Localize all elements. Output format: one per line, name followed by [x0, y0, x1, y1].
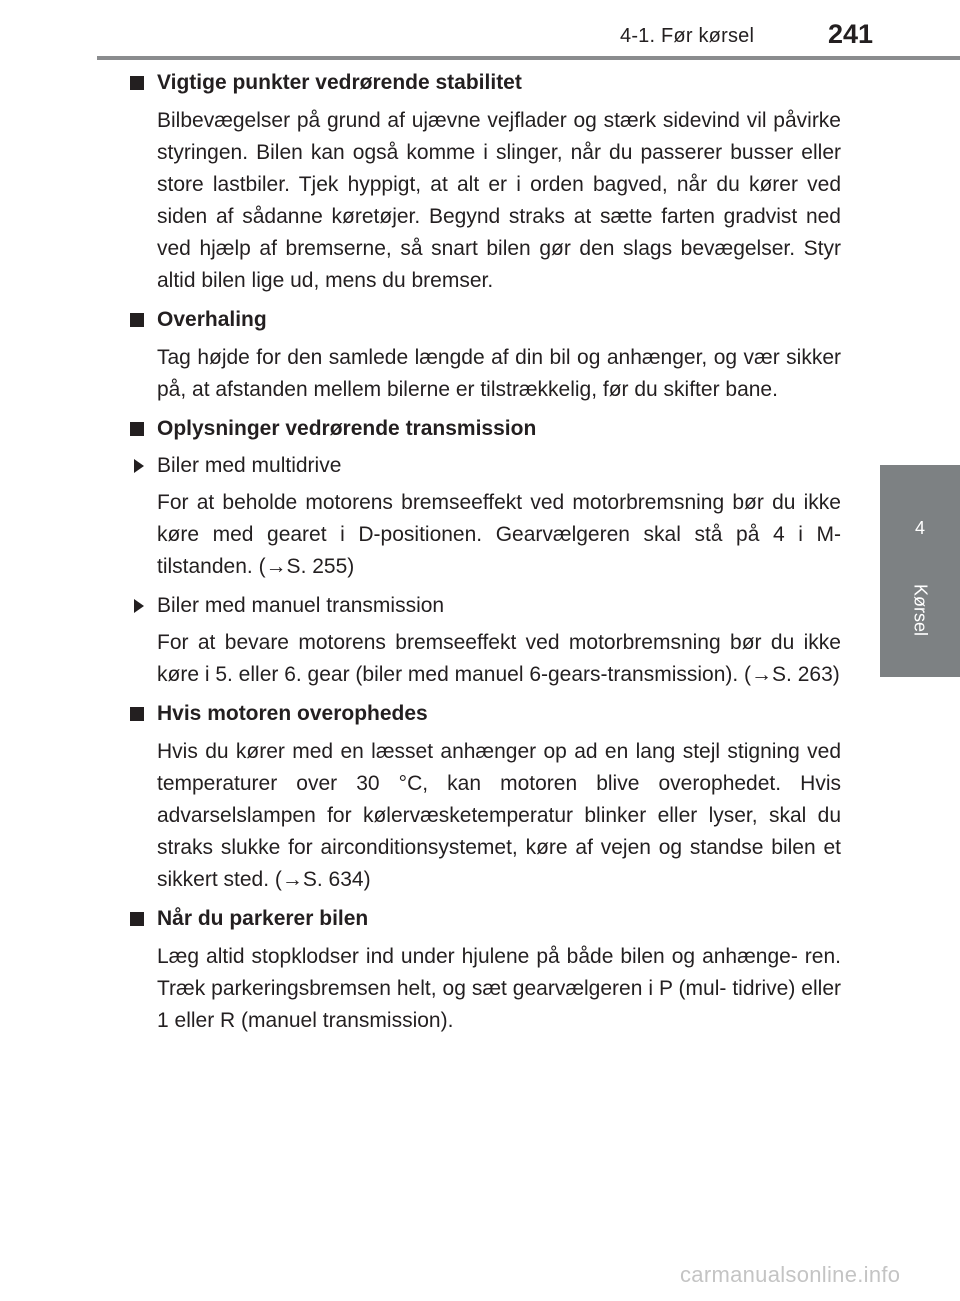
heading-text: Når du parkerer bilen — [157, 907, 369, 930]
manual-paragraph: For at bevare motorens bremseeffekt ved motorbremsning bør du ikke køre i 5. eller 6. gear (biler med manuel 6-gears-transmission). (→S. 263) — [157, 631, 841, 686]
heading-text: Vigtige punkter vedrørende stabilitet — [157, 71, 522, 94]
square-bullet-icon — [130, 422, 144, 436]
subheading-multidrive — [129, 451, 841, 481]
section-heading-overheating — [129, 699, 841, 729]
subheading-manual — [129, 591, 841, 621]
chapter-label: Kørsel — [910, 583, 931, 637]
triangle-bullet-icon — [134, 599, 144, 613]
page-number: 241 — [828, 19, 874, 49]
section-heading-overtaking — [129, 305, 841, 335]
subheading-text: Biler med manuel transmission — [157, 594, 445, 617]
triangle-bullet-icon — [134, 459, 144, 473]
chapter-side-tab — [880, 465, 960, 677]
square-bullet-icon — [130, 313, 144, 327]
subheading-text: Biler med multidrive — [157, 454, 342, 477]
overtaking-paragraph: Tag højde for den samlede længde af din bil og anhænger, og vær sikker på, at afstanden mellem bilerne er tilstrækkelig, før du skifter bane. — [157, 346, 841, 401]
header-section-title: 4-1. Før kørsel — [620, 25, 755, 47]
page-content — [129, 68, 841, 1045]
square-bullet-icon — [130, 912, 144, 926]
square-bullet-icon — [130, 707, 144, 721]
section-heading-transmission — [129, 414, 841, 444]
heading-text: Hvis motoren overophedes — [157, 702, 428, 725]
heading-text: Overhaling — [157, 308, 267, 331]
heading-text: Oplysninger vedrørende transmission — [157, 417, 537, 440]
section-heading-stability — [129, 68, 841, 98]
stability-paragraph: Bilbevægelser på grund af ujævne vejflader og stærk sidevind vil påvirke styringen. Bilen kan også komme i slinger, når du passerer busser eller store lastbiler. Tjek hyppigt, at alt er i orden bagved, når du kører ved siden af sådanne køretøjer. Begynd straks at sætte farten gradvist ned ved hjælp af bremserne, så snart bilen gør den slags bevægelser. Styr altid bilen lige ud, mens du bremser. — [157, 109, 841, 292]
parking-paragraph: Læg altid stopklodser ind under hjulene på både bilen og anhænge- ren. Træk parkeringsbremsen helt, og sæt gearvælgeren i P (mul- tidrive) eller 1 eller R (manuel transmission). — [157, 945, 841, 1032]
square-bullet-icon — [130, 76, 144, 90]
chapter-number: 4 — [914, 518, 925, 538]
section-heading-parking — [129, 904, 841, 934]
overheating-paragraph: Hvis du kører med en læsset anhænger op ad en lang stejl stigning ved temperaturer over 30 °C, kan motoren blive overophedet. Hvis advarselslampen for kølervæsketemperatur blinker eller lyser, skal du straks slukke for airconditionsystemet, køre af vejen og standse bilen et sikkert sted. (→S. 634) — [157, 740, 841, 891]
header-divider — [97, 56, 960, 60]
multidrive-paragraph: For at beholde motorens bremseeffekt ved motorbremsning bør du ikke køre med gearet i D-positionen. Gearvælgeren skal stå på 4 i M-tilstanden. (→S. 255) — [157, 491, 841, 578]
watermark: carmanualsonline.info — [680, 1262, 901, 1287]
